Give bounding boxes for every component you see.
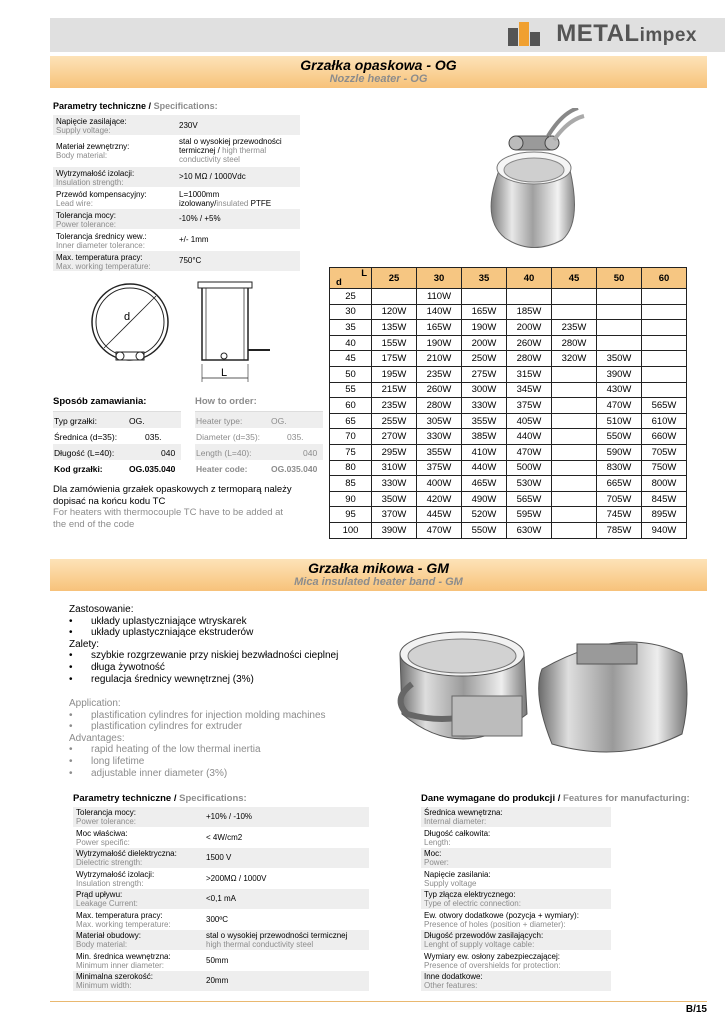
gm-description-pl — [69, 604, 389, 685]
table-row — [330, 398, 687, 414]
table-cell: 135W — [372, 320, 417, 336]
table-cell: 330W — [417, 429, 462, 445]
table-row — [330, 429, 687, 445]
table-cell: 200W — [462, 335, 507, 351]
page-number: B/15 — [685, 1004, 707, 1015]
table-cell: 330W — [372, 476, 417, 492]
table-cell: 610W — [642, 413, 687, 429]
table-row-header: 60 — [330, 398, 372, 414]
table-cell — [552, 382, 597, 398]
gm-spec-row: Tolerancja mocy: Power tolerance: +10% / -10% — [73, 807, 369, 827]
gm-description-en — [69, 698, 389, 779]
table-row — [330, 507, 687, 523]
order-pl-row: Długość (L=40): 040 — [53, 444, 181, 460]
gm-prod-row: Ew. otwory dodatkowe (pozycja + wymiary): Presence of holes (position + diameter): — [424, 910, 579, 929]
table-col-header: 40 — [507, 268, 552, 289]
table-cell: 260W — [417, 382, 462, 398]
table-row — [330, 413, 687, 429]
og-spec-row: Przewód kompensacyjny: Lead wire: L=1000mm izolowany/insulated PTFE — [56, 190, 272, 208]
table-cell — [552, 429, 597, 445]
bullet-item: • plastification cylindres for injection molding machines — [69, 709, 326, 721]
bullet-item: • rapid heating of the low thermal inertia — [69, 744, 261, 756]
table-cell: 470W — [507, 444, 552, 460]
table-cell — [552, 522, 597, 538]
bullet-item: • szybkie rozgrzewanie przy niskiej bezwładności cieplnej — [69, 650, 339, 662]
table-cell: 275W — [462, 366, 507, 382]
table-row-header: 80 — [330, 460, 372, 476]
table-cell: 235W — [552, 320, 597, 336]
table-cell — [552, 289, 597, 305]
table-cell: 470W — [597, 398, 642, 414]
order-en-row: Heater type: OG. — [195, 411, 323, 428]
table-cell: 660W — [642, 429, 687, 445]
table-row-header: 65 — [330, 413, 372, 429]
table-cell: 280W — [507, 351, 552, 367]
table-row-header: 75 — [330, 444, 372, 460]
table-cell: 255W — [372, 413, 417, 429]
table-row — [330, 460, 687, 476]
table-col-header: 25 — [372, 268, 417, 289]
gm-prod-row: Napięcie zasilania: Supply voltage — [424, 869, 491, 888]
table-cell: 440W — [462, 460, 507, 476]
table-cell: 440W — [507, 429, 552, 445]
table-row-header: 70 — [330, 429, 372, 445]
order-pl-row: Średnica (d=35): 035. — [54, 432, 162, 442]
og-title-band — [50, 56, 707, 88]
nozzle-heater-photo — [470, 108, 595, 258]
table-cell: 190W — [462, 320, 507, 336]
table-cell: 400W — [417, 476, 462, 492]
table-row — [330, 366, 687, 382]
table-cell: 350W — [597, 351, 642, 367]
table-row — [330, 522, 687, 538]
table-cell: 895W — [642, 507, 687, 523]
table-cell: 530W — [507, 476, 552, 492]
table-cell — [372, 289, 417, 305]
table-cell: 280W — [552, 335, 597, 351]
table-cell: 940W — [642, 522, 687, 538]
table-row-header: 85 — [330, 476, 372, 492]
table-row-header: 90 — [330, 491, 372, 507]
table-cell: 140W — [417, 304, 462, 320]
table-cell: 385W — [462, 429, 507, 445]
og-spec-row: Tolerancja mocy: Power tolerance: -10% / +5% — [53, 209, 300, 229]
table-row — [330, 491, 687, 507]
table-cell: 550W — [597, 429, 642, 445]
table-cell: 155W — [372, 335, 417, 351]
bullet-item: • plastification cylindres for extruder — [69, 721, 243, 733]
gm-spec-row: Wytrzymałość dielektryczna: Dielectric strength: 1500 V — [73, 848, 369, 868]
table-cell: 350W — [372, 491, 417, 507]
table-cell — [642, 335, 687, 351]
table-cell — [642, 320, 687, 336]
table-cell — [507, 289, 552, 305]
table-cell: 295W — [372, 444, 417, 460]
table-cell: 390W — [597, 366, 642, 382]
table-cell: 550W — [462, 522, 507, 538]
bullet-item: • adjustable inner diameter (3%) — [69, 767, 228, 779]
table-row-header: 35 — [330, 320, 372, 336]
table-cell: 355W — [462, 413, 507, 429]
table-cell: 215W — [372, 382, 417, 398]
table-cell — [462, 289, 507, 305]
metalimpex-logo-icon — [508, 22, 540, 46]
table-cell: 175W — [372, 351, 417, 367]
table-row-header: 95 — [330, 507, 372, 523]
table-cell: 110W — [417, 289, 462, 305]
order-pl-row: Typ grzałki: OG. — [53, 411, 181, 428]
table-cell: 405W — [507, 413, 552, 429]
brand-logo: METALimpex — [556, 20, 697, 47]
gm-title-band — [50, 559, 707, 591]
table-cell: 500W — [507, 460, 552, 476]
table-row-header: 45 — [330, 351, 372, 367]
table-cell: 630W — [507, 522, 552, 538]
table-cell: 800W — [642, 476, 687, 492]
table-row — [330, 304, 687, 320]
description-heading: Application: — [69, 698, 121, 709]
drawing-L-label: L — [221, 367, 228, 379]
table-cell: 375W — [417, 460, 462, 476]
table-cell — [552, 398, 597, 414]
table-cell: 270W — [372, 429, 417, 445]
table-cell: 280W — [417, 398, 462, 414]
table-col-header: 50 — [597, 268, 642, 289]
table-cell — [552, 366, 597, 382]
table-cell — [597, 289, 642, 305]
gm-prod-row: Moc: Power: — [421, 848, 611, 868]
table-row — [330, 320, 687, 336]
table-cell: 165W — [462, 304, 507, 320]
table-col-header: 35 — [462, 268, 507, 289]
table-cell — [552, 460, 597, 476]
table-cell — [552, 413, 597, 429]
gm-prod-row: Długość przewodów zasilających: Lenght of supply voltage cable: — [421, 930, 611, 950]
table-cell: 195W — [372, 366, 417, 382]
bullet-item: • długa żywotność — [69, 661, 165, 673]
order-en-section: How to order: Heater type: OG. Diameter (d=35): 035. Length (L=40): 040 Heater code: OG.035.040 — [195, 396, 323, 476]
table-cell: 565W — [507, 491, 552, 507]
table-cell: 845W — [642, 491, 687, 507]
gm-prod-row: Inne dodatkowe: Other features: — [421, 971, 611, 991]
gm-spec-row: Minimalna szerokość: Minimum width: 20mm — [73, 971, 369, 991]
bullet-item: • układy uplastyczniające ekstruderów — [69, 627, 254, 639]
table-cell: 785W — [597, 522, 642, 538]
table-cell: 665W — [597, 476, 642, 492]
order-pl-section: Sposób zamawiania: Typ grzałki: OG. Średnica (d=35): 035. Długość (L=40): 040 Kod grzałki: OG.035.040 — [53, 396, 181, 476]
table-row — [330, 289, 687, 305]
gm-spec-row: Wytrzymałość izolacji: Insulation strength: >200MΩ / 1000V — [76, 869, 267, 888]
gm-spec-row: Prąd upływu: Leakage Current: <0,1 mA — [73, 889, 369, 909]
gm-prod-row: Wymiary ew. osłony zabezpieczającej: Presence of overshields for protection: — [424, 951, 561, 970]
table-cell: 190W — [417, 335, 462, 351]
table-row — [330, 351, 687, 367]
gm-prod-row: Długość całkowita: Length: — [424, 828, 491, 847]
table-cell: 375W — [507, 398, 552, 414]
table-cell — [642, 382, 687, 398]
table-cell: 300W — [462, 382, 507, 398]
og-title: Grzałka opaskowa - OG — [300, 57, 457, 73]
order-en-row: Heater code: OG.035.040 — [196, 464, 318, 474]
table-cell: 235W — [372, 398, 417, 414]
table-cell — [642, 366, 687, 382]
drawing-d-label: d — [124, 311, 131, 323]
og-subtitle: Nozzle heater - OG — [329, 73, 428, 85]
og-power-table — [329, 267, 687, 539]
table-col-header: 60 — [642, 268, 687, 289]
table-cell: 590W — [597, 444, 642, 460]
table-row — [330, 444, 687, 460]
table-cell: 705W — [597, 491, 642, 507]
table-cell — [642, 289, 687, 305]
table-cell: 510W — [597, 413, 642, 429]
table-cell — [642, 351, 687, 367]
table-cell — [642, 304, 687, 320]
table-cell: 310W — [372, 460, 417, 476]
bullet-item: • układy uplastyczniające wtryskarek — [69, 615, 247, 627]
table-cell: 595W — [507, 507, 552, 523]
gm-prod-row: Średnica wewnętrzna: Internal diameter: — [421, 807, 611, 827]
table-cell — [597, 335, 642, 351]
order-en-row: Diameter (d=35): 035. — [196, 432, 304, 442]
table-cell: 745W — [597, 507, 642, 523]
gm-prod-row: Typ złącza elektrycznego: Type of electric connection: — [421, 889, 611, 909]
table-cell — [597, 304, 642, 320]
table-cell: 210W — [417, 351, 462, 367]
table-cell — [552, 491, 597, 507]
gm-title: Grzałka mikowa - GM — [308, 560, 449, 576]
table-cell: 565W — [642, 398, 687, 414]
table-cell — [552, 507, 597, 523]
gm-spec-row: Materiał obudowy: Body material: stal o wysokiej przewodności termicznej high thermal conductivity steel — [73, 930, 369, 950]
gm-spec-row: Min. średnica wewnętrzna: Minimum inner diameter: 50mm — [76, 951, 229, 970]
table-cell: 490W — [462, 491, 507, 507]
table-row-header: 25 — [330, 289, 372, 305]
table-cell: 250W — [462, 351, 507, 367]
table-row-header: 100 — [330, 522, 372, 538]
og-spec-row: Napięcie zasilające: Supply voltage: 230V — [53, 115, 300, 135]
table-row-header: 40 — [330, 335, 372, 351]
table-cell: 305W — [417, 413, 462, 429]
table-row-header: 50 — [330, 366, 372, 382]
table-cell: 420W — [417, 491, 462, 507]
table-col-header: 45 — [552, 268, 597, 289]
table-cell — [597, 320, 642, 336]
table-cell — [552, 304, 597, 320]
gm-prod-heading: Dane wymagane do produkcji / Features for manufacturing: — [421, 793, 690, 804]
mica-heater-photo — [392, 614, 697, 764]
table-cell: 390W — [372, 522, 417, 538]
table-col-header: 30 — [417, 268, 462, 289]
table-cell: 465W — [462, 476, 507, 492]
table-cell: 520W — [462, 507, 507, 523]
table-cell: 345W — [507, 382, 552, 398]
gm-spec-row: Max. temperatura pracy: Max. working temperature: 300ºC — [76, 910, 229, 929]
table-cell: 470W — [417, 522, 462, 538]
og-technical-drawing — [90, 272, 285, 392]
table-row — [330, 335, 687, 351]
table-cell: 705W — [642, 444, 687, 460]
table-cell: 260W — [507, 335, 552, 351]
gm-spec-row: Moc właściwa: Power specific: < 4W/cm2 — [76, 828, 243, 847]
table-cell: 355W — [417, 444, 462, 460]
table-cell: 445W — [417, 507, 462, 523]
table-cell: 430W — [597, 382, 642, 398]
table-row-header: 30 — [330, 304, 372, 320]
table-cell: 830W — [597, 460, 642, 476]
description-heading: Advantages: — [69, 732, 125, 744]
table-cell: 315W — [507, 366, 552, 382]
og-note: Dla zamówienia grzałek opaskowych z termoparą należy dopisać na końcu kodu TC For heaters with thermocouple TC have to be added at the end of the code — [53, 484, 292, 530]
table-cell: 750W — [642, 460, 687, 476]
table-cell: 200W — [507, 320, 552, 336]
order-en-row: Length (L=40): 040 — [195, 444, 323, 460]
table-row — [330, 382, 687, 398]
order-pl-row: Kod grzałki: OG.035.040 — [54, 464, 176, 474]
table-cell: 320W — [552, 351, 597, 367]
gm-spec-heading: Parametry techniczne / Specifications: — [73, 793, 247, 804]
table-cell: 370W — [372, 507, 417, 523]
bullet-item: • regulacja średnicy wewnętrznej (3%) — [69, 673, 254, 685]
table-row — [330, 476, 687, 492]
og-spec-row: Max. temperatura pracy: Max. working temperature: 750°C — [53, 251, 300, 271]
table-cell: 410W — [462, 444, 507, 460]
description-heading: Zalety: — [69, 638, 100, 650]
table-row-header: 55 — [330, 382, 372, 398]
table-cell: 185W — [507, 304, 552, 320]
table-cell — [552, 444, 597, 460]
og-spec-row: Tolerancja średnicy wew.: Inner diameter tolerance: +/- 1mm — [56, 232, 209, 250]
table-cell: 235W — [417, 366, 462, 382]
og-spec-heading: Parametry techniczne / Specifications: — [53, 101, 218, 111]
table-corner: L d — [330, 268, 372, 289]
description-heading: Zastosowanie: — [69, 604, 134, 615]
table-cell — [552, 476, 597, 492]
table-cell: 120W — [372, 304, 417, 320]
og-spec-row: Wytrzymałość izolacji: Insulation strength: >10 MΩ / 1000Vdc — [53, 167, 300, 187]
bullet-item: • long lifetime — [69, 755, 145, 767]
og-spec-row: Materiał zewnętrzny: Body material: stal o wysokiej przewodności termicznej / high thermal conductivity steel — [56, 137, 282, 164]
table-cell: 330W — [462, 398, 507, 414]
table-cell: 165W — [417, 320, 462, 336]
gm-subtitle: Mica insulated heater band - GM — [294, 576, 463, 588]
footer-line — [50, 1001, 707, 1002]
